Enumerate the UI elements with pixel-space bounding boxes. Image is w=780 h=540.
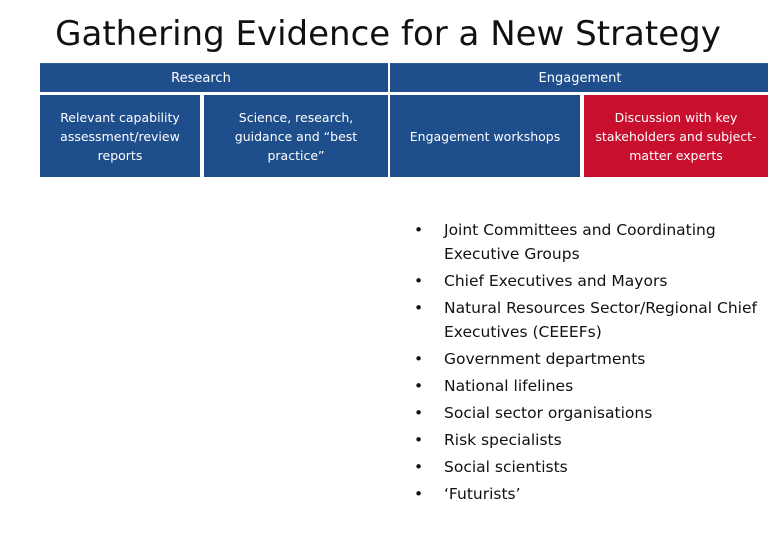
list-item <box>414 269 774 293</box>
research-header-label: Research <box>171 70 231 86</box>
bullet-marker: • <box>414 272 424 290</box>
engagement-workshops-label: Engagement workshops <box>409 128 561 144</box>
bullet-marker: • <box>414 431 424 449</box>
list-item-text: National lifelines <box>444 377 574 395</box>
capability-reports-box <box>40 95 200 177</box>
list-item-text: Joint Committees and Coordinating Executive Groups <box>444 221 716 263</box>
list-item-text: Chief Executives and Mayors <box>444 272 668 290</box>
bullet-marker: • <box>414 377 424 395</box>
list-item <box>414 401 774 425</box>
list-item <box>414 296 774 344</box>
research-header <box>40 63 388 92</box>
list-item <box>414 218 774 266</box>
list-item-text: Natural Resources Sector/Regional Chief Executives (CEEEFs) <box>444 299 757 341</box>
bullet-marker: • <box>414 299 424 317</box>
list-item <box>414 455 774 479</box>
stakeholder-discussion-box <box>584 95 768 177</box>
bullet-marker: • <box>414 458 424 476</box>
list-item-text: Risk specialists <box>444 431 562 449</box>
stakeholder-list <box>414 218 774 509</box>
engagement-header-label: Engagement <box>538 70 622 86</box>
list-item-text: Social scientists <box>444 458 568 476</box>
engagement-header <box>390 63 768 92</box>
science-research-label: Science, research, guidance and “best practice” <box>234 109 358 163</box>
bullet-marker: • <box>414 221 424 239</box>
engagement-workshops-box <box>390 95 580 177</box>
list-item-text: ‘Futurists’ <box>444 485 521 503</box>
list-item <box>414 428 774 452</box>
list-item-text: Social sector organisations <box>444 404 653 422</box>
list-item <box>414 347 774 371</box>
list-item <box>414 374 774 398</box>
list-item-text: Government departments <box>444 350 646 368</box>
bullet-marker: • <box>414 485 424 503</box>
science-research-box <box>204 95 388 177</box>
bullet-marker: • <box>414 404 424 422</box>
stakeholder-discussion-label: Discussion with key stakeholders and subject-matter experts <box>595 109 757 163</box>
bullet-marker: • <box>414 350 424 368</box>
list-item <box>414 482 774 506</box>
page-title: Gathering Evidence for a New Strategy <box>55 14 721 54</box>
capability-reports-label: Relevant capability assessment/review reports <box>60 109 180 163</box>
